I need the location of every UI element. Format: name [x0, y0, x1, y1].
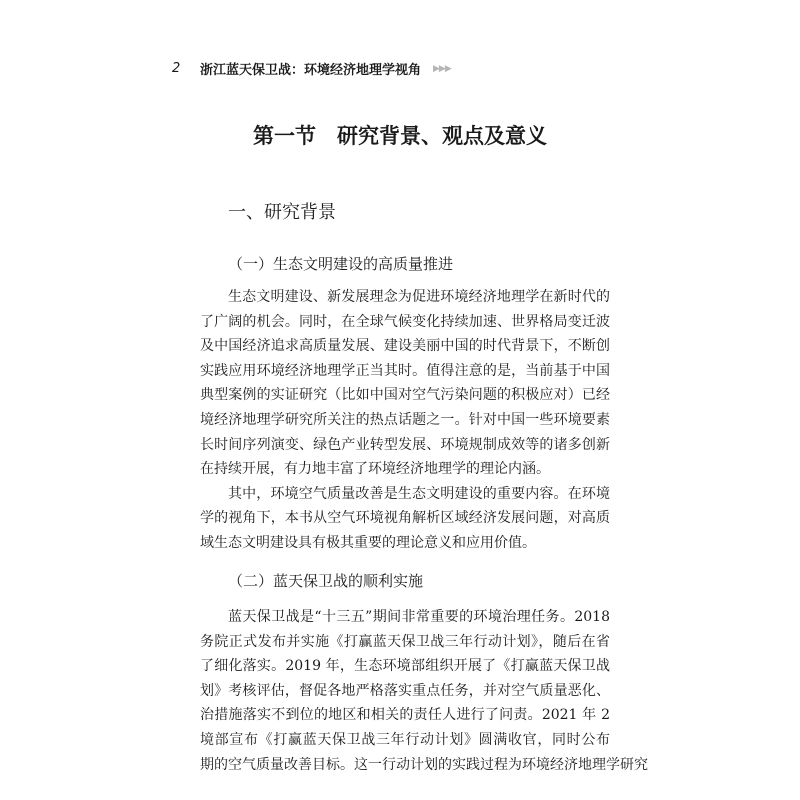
paragraph-line: 治措施落实不到位的地区和相关的责任人进行了问责。2021 年 2: [200, 707, 610, 724]
paragraph-line: 及中国经济追求高质量发展、建设美丽中国的时代背景下，不断创: [200, 338, 610, 355]
running-header: [172, 59, 451, 78]
paragraph-line: 域生态文明建设具有极其重要的理论意义和应用价值。: [200, 535, 536, 551]
paragraph-line: 了细化落实。2019 年，生态环境部组织开展了《打赢蓝天保卫战: [200, 658, 610, 675]
paragraph-line: 务院正式发布并实施《打赢蓝天保卫战三年行动计划》，随后在省: [200, 633, 610, 650]
paragraph-line: 学的视角下，本书从空气环境视角解析区域经济发展问题，对高质: [200, 510, 610, 527]
heading-research-background: 一、研究背景: [228, 202, 336, 223]
page-number: 2: [172, 61, 181, 76]
book-title: 浙江蓝天保卫战：环境经济地理学视角: [200, 63, 422, 78]
paragraph-line: 其中，环境空气质量改善是生态文明建设的重要内容。在环境: [228, 485, 610, 502]
subheading-1: （一）生态文明建设的高质量推进: [228, 255, 454, 273]
paragraph-line: 在持续开展，有力地丰富了环境经济地理学的理论内涵。: [200, 461, 550, 478]
subheading-2: （二）蓝天保卫战的顺利实施: [228, 572, 424, 590]
paragraph-line: 长时间序列演变、绿色产业转型发展、环境规制成效等的诸多创新: [200, 436, 610, 453]
paragraph-line: 划》考核评估，督促各地严格落实重点任务，并对空气质量恶化、: [200, 682, 610, 699]
paragraph-line: 蓝天保卫战是“十三五”期间非常重要的环境治理任务。2018: [228, 609, 610, 625]
paragraph-line: 典型案例的实证研究（比如中国对空气污染问题的积极应对）已经: [200, 387, 610, 404]
paragraph-line: 生态文明建设、新发展理念为促进环境经济地理学在新时代的: [228, 289, 610, 305]
paragraph-line: 期的空气质量改善目标。这一行动计划的实践过程为环境经济地理学研究: [200, 756, 648, 773]
paragraph-line: 了广阔的机会。同时，在全球气候变化持续加速、世界格局变迁波: [200, 313, 610, 330]
paragraph-line: 境部宣布《打赢蓝天保卫战三年行动计划》圆满收官，同时公布: [200, 732, 610, 748]
paragraph-line: 境经济地理学研究所关注的热点话题之一。针对中国一些环境要素: [200, 412, 610, 428]
arrows-icon: ▶▶▶: [433, 63, 451, 74]
paragraph-line: 实践应用环境经济地理学正当其时。值得注意的是，当前基于中国: [200, 362, 610, 379]
section-title: 第一节 研究背景、观点及意义: [253, 123, 547, 148]
